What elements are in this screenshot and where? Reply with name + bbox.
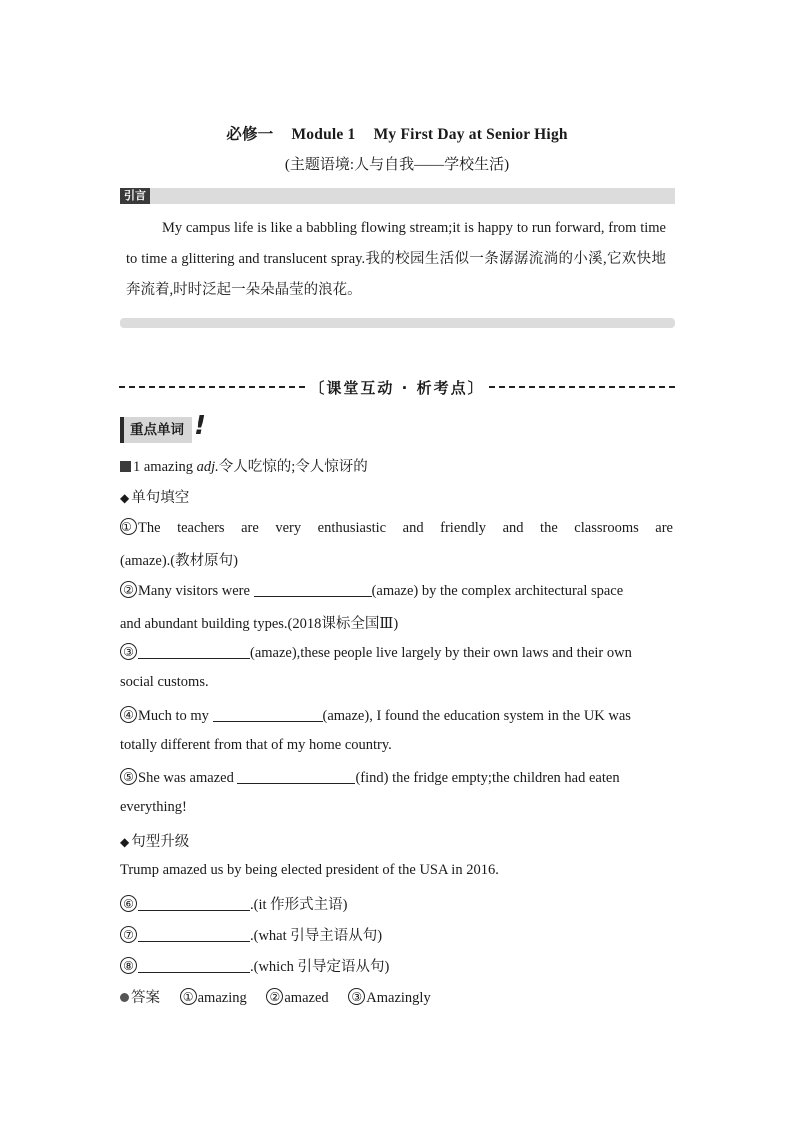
answer-blank[interactable] [138,927,250,942]
module-label: Module 1 [291,126,356,143]
item-text: The teachers are very enthusiastic and friendly and the classrooms are [138,520,673,536]
answer-value: amazing [197,990,247,1006]
page-title [0,122,794,144]
dashed-rule-left [119,386,305,388]
item-text-post: (amaze), I found the education system in the UK was [322,708,631,724]
intro-bar [120,188,675,204]
item-text-post: (amaze),these people live largely by their own laws and their own [250,645,632,661]
exercise-item-5-line2: everything! [120,799,187,815]
item-text-post: (find) the fridge empty;the children had eaten [355,770,620,786]
item-text-pre: She was amazed [138,770,234,786]
answers-row [120,986,673,1007]
item-number: ② [266,988,283,1005]
answer-blank[interactable] [237,769,355,784]
item-number: ⑥ [120,895,137,912]
item-number: ③ [348,988,365,1005]
item-text-post: (amaze) by the complex architectural space [371,583,624,599]
item-number: ⑧ [120,957,137,974]
section-header [119,375,675,399]
upgrade-item-7 [120,924,673,945]
exercise-item-4-line1 [120,706,673,725]
module-title: My First Day at Senior High [373,126,568,143]
item-number: ② [120,581,137,598]
section-title: 〔课堂互动 · 析考点〕 [309,378,485,397]
keywords-tag [120,411,206,443]
dashed-rule-right [489,386,675,388]
exclamation-icon: ! [194,411,206,441]
word-meaning: 令人吃惊的;令人惊讶的 [218,459,368,475]
word-entry [120,455,673,476]
upgrade-item-8 [120,955,673,976]
square-bullet-icon [120,461,131,472]
item-number: ⑦ [120,926,137,943]
answer-blank[interactable] [138,958,250,973]
item-hint: .(it 作形式主语) [250,897,348,913]
exercise-item-1-line1 [120,518,673,537]
exercise-item-3-line1 [120,643,673,662]
intro-tag: 引言 [120,188,150,204]
exercise-item-1-line2: (amaze).(教材原句) [120,553,238,569]
word-pos: adj. [196,459,219,475]
answer-item [180,990,247,1006]
item-number: ① [180,988,197,1005]
exercise2-heading [120,830,673,851]
intro-text-en: My campus life is like a babbling flowing stream;it is happy to run forward, from time to time a glittering and translucent spray. [126,220,666,267]
intro-text [126,213,666,306]
answer-value: Amazingly [366,990,431,1006]
exercise-item-4-line2: totally different from that of my home country. [120,737,392,753]
answers-label: 答案 [131,990,160,1006]
word-term: amazing [143,459,193,475]
diamond-bullet-icon: ◆ [120,835,130,849]
upgrade-item-6 [120,893,673,914]
upgrade-sentence: Trump amazed us by being elected president of the USA in 2016. [120,862,499,878]
answer-blank[interactable] [138,896,250,911]
exercise-item-2-line2: and abundant building types.(2018课标全国Ⅲ) [120,616,399,632]
answer-blank[interactable] [138,644,250,659]
answer-item [266,990,328,1006]
keywords-tag-label: 重点单词 [130,422,184,438]
exercise-item-5-line1 [120,768,673,787]
item-number: ④ [120,706,137,723]
item-number: ⑤ [120,768,137,785]
item-hint: .(what 引导主语从句) [250,928,383,944]
answer-marker-icon [120,993,129,1002]
answer-blank[interactable] [213,707,323,722]
exercise-item-2-line1 [120,581,673,600]
answer-value: amazed [284,990,329,1006]
exercise1-heading [120,486,673,507]
answer-blank[interactable] [254,582,372,597]
word-index: 1 [133,459,141,475]
exercise-item-3-line2: social customs. [120,674,209,690]
exercise2-heading-text: 句型升级 [131,834,190,850]
item-hint: .(which 引导定语从句) [250,959,390,975]
item-number: ① [120,518,137,535]
answer-item [348,990,430,1006]
intro-text-cn: 我的校园生活似一条潺潺流淌的小溪,它欢快地奔流着,时时泛起一朵朵晶莹的浪花。 [126,251,666,298]
item-text-pre: Much to my [138,708,209,724]
theme-context: (主题语境:人与自我——学校生活) [284,157,510,173]
exercise1-heading-text: 单句填空 [131,490,190,506]
item-number: ③ [120,643,137,660]
volume-label: 必修一 [226,126,274,143]
diamond-bullet-icon: ◆ [120,491,130,505]
item-text-pre: Many visitors were [138,583,250,599]
intro-bottom-bar [120,318,675,328]
